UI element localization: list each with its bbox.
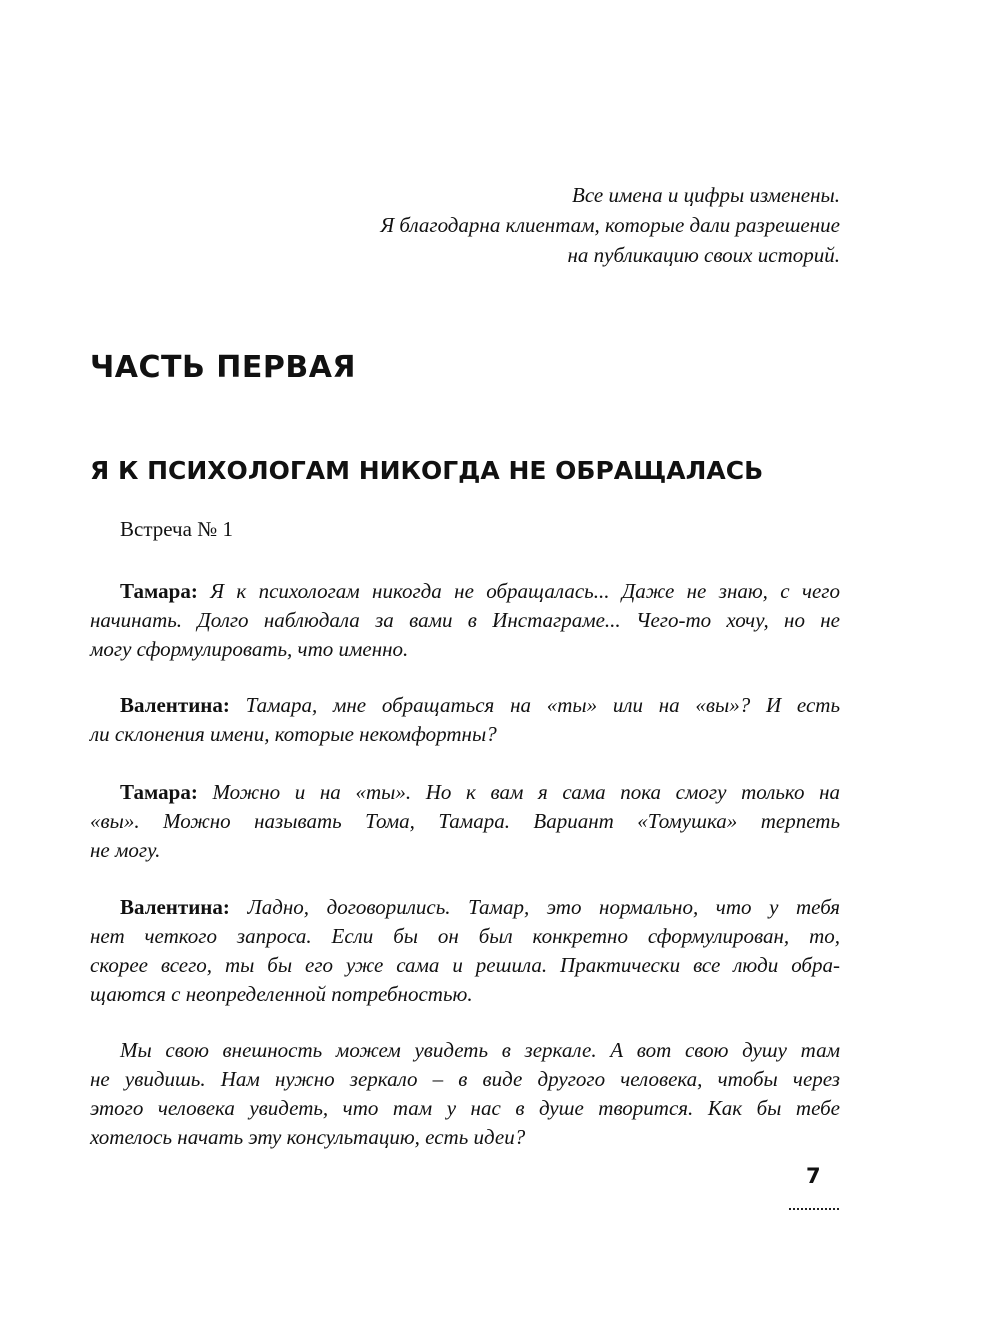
paragraph-line xyxy=(90,1065,840,1094)
epigraph-line: Все имена и цифры изменены. xyxy=(572,183,840,207)
dialogue-paragraph xyxy=(90,1036,840,1152)
paragraph-line xyxy=(90,577,840,606)
dialogue-paragraph xyxy=(90,691,840,749)
paragraph-line xyxy=(90,922,840,951)
line-text: скорее всего, ты бы его уже сама и решила. Практически все люди обра- xyxy=(90,953,840,977)
line-text: Ладно, договорились. Тамар, это нормально, что у тебя xyxy=(247,895,840,919)
paragraph-line xyxy=(90,635,840,664)
line-text: нет четкого запроса. Если бы он был конкретно сформулирован, то, xyxy=(90,924,840,948)
line-text: щаются с неопределенной потребностью. xyxy=(90,982,473,1006)
line-text: «вы». Можно называть Тома, Тамара. Вариант «Томушка» терпеть xyxy=(90,809,840,833)
paragraph-line xyxy=(90,836,840,865)
line-text: Я к психологам никогда не обращалась... Даже не знаю, с чего xyxy=(210,579,841,603)
line-text: не могу. xyxy=(90,838,161,862)
dialogue-paragraph xyxy=(90,893,840,1009)
speaker-name: Тамара: xyxy=(120,780,198,804)
paragraph-line xyxy=(90,720,840,749)
chapter-title: Я К ПСИХОЛОГАМ НИКОГДА НЕ ОБРАЩАЛАСЬ xyxy=(90,456,764,485)
speaker-name: Тамара: xyxy=(120,579,198,603)
paragraph-line xyxy=(90,691,840,720)
line-text: могу сформулировать, что именно. xyxy=(90,637,409,661)
paragraph-line xyxy=(90,606,840,635)
paragraph-line xyxy=(90,1123,840,1152)
part-title: ЧАСТЬ ПЕРВАЯ xyxy=(90,350,357,385)
dialogue-paragraph xyxy=(90,778,840,865)
paragraph-line xyxy=(90,893,840,922)
paragraph-line xyxy=(90,980,840,1009)
meeting-label: Встреча № 1 xyxy=(120,517,233,541)
epigraph xyxy=(380,180,840,270)
page-number-dots xyxy=(789,1208,839,1210)
line-text: Можно и на «ты». Но к вам я сама пока смогу только на xyxy=(212,780,841,804)
speaker-name: Валентина: xyxy=(120,895,230,919)
dialogue-paragraph xyxy=(90,577,840,664)
line-text: Тамара, мне обращаться на «ты» или на «вы»? И есть xyxy=(245,693,840,717)
epigraph-line: на публикацию своих историй. xyxy=(567,243,840,267)
paragraph-line xyxy=(90,1094,840,1123)
paragraph-line xyxy=(90,778,840,807)
page-number: 7 xyxy=(806,1164,821,1188)
line-text: хотелось начать эту консультацию, есть идеи? xyxy=(90,1125,526,1149)
line-text: ли склонения имени, которые некомфортны? xyxy=(90,722,497,746)
speaker-name: Валентина: xyxy=(120,693,230,717)
line-text: начинать. Долго наблюдала за вами в Инстаграме... Чего-то хочу, но не xyxy=(90,608,840,632)
line-text: Мы свою внешность можем увидеть в зеркале. А вот свою душу там xyxy=(120,1038,840,1062)
paragraph-line xyxy=(90,951,840,980)
paragraph-line xyxy=(90,1036,840,1065)
line-text: этого человека увидеть, что там у нас в душе творится. Как бы тебе xyxy=(90,1096,840,1120)
line-text: не увидишь. Нам нужно зеркало – в виде другого человека, чтобы через xyxy=(90,1067,840,1091)
epigraph-line: Я благодарна клиентам, которые дали разрешение xyxy=(380,213,840,237)
paragraph-line xyxy=(90,807,840,836)
